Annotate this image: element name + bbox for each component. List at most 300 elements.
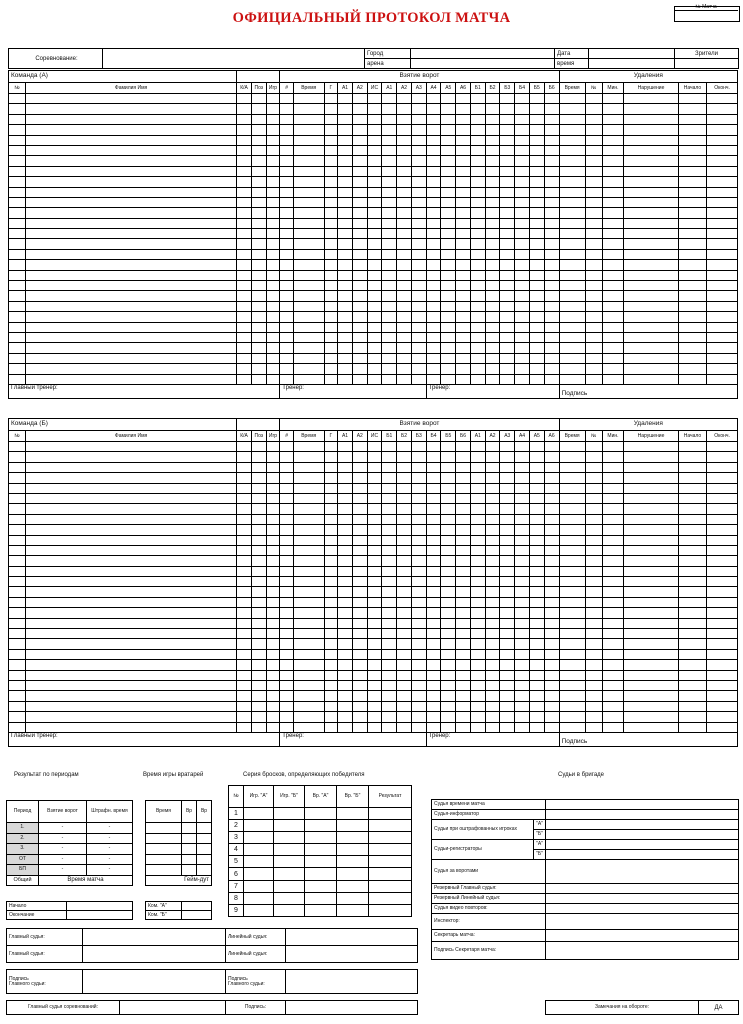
form-cell[interactable] — [544, 577, 559, 587]
form-cell[interactable] — [559, 312, 585, 322]
form-cell[interactable] — [280, 281, 294, 291]
form-cell[interactable] — [367, 270, 382, 280]
form-cell[interactable] — [485, 473, 500, 483]
form-cell[interactable] — [585, 94, 602, 104]
form-cell[interactable] — [9, 493, 26, 503]
form-cell[interactable] — [544, 156, 559, 166]
form-cell[interactable] — [707, 239, 738, 249]
form-cell[interactable] — [237, 135, 252, 145]
form-cell[interactable] — [237, 260, 252, 270]
form-cell[interactable] — [624, 504, 678, 514]
form-cell[interactable] — [585, 208, 602, 218]
form-cell[interactable] — [544, 208, 559, 218]
form-cell[interactable] — [352, 94, 367, 104]
form-cell[interactable] — [529, 556, 544, 566]
form-cell[interactable] — [485, 270, 500, 280]
form-cell[interactable] — [602, 197, 624, 207]
form-cell[interactable] — [426, 680, 441, 690]
form-cell[interactable] — [397, 462, 412, 472]
form-cell[interactable] — [251, 473, 266, 483]
form-cell[interactable] — [470, 187, 485, 197]
form-cell[interactable] — [324, 691, 338, 701]
form-cell[interactable] — [426, 291, 441, 301]
form-cell[interactable] — [441, 208, 456, 218]
form-cell[interactable] — [397, 525, 412, 535]
form-cell[interactable] — [352, 712, 367, 722]
form-cell[interactable] — [707, 218, 738, 228]
form-cell[interactable] — [500, 722, 515, 732]
form-cell[interactable] — [678, 473, 706, 483]
form-cell[interactable] — [367, 535, 382, 545]
form-cell[interactable] — [559, 712, 585, 722]
shootout-cell[interactable] — [274, 856, 305, 868]
form-cell[interactable] — [456, 452, 471, 462]
form-cell[interactable] — [485, 722, 500, 732]
form-cell[interactable] — [559, 197, 585, 207]
form-cell[interactable] — [707, 249, 738, 259]
form-cell[interactable] — [515, 135, 530, 145]
form-cell[interactable] — [585, 374, 602, 384]
form-cell[interactable] — [456, 680, 471, 690]
form-cell[interactable] — [382, 493, 397, 503]
form-cell[interactable] — [559, 473, 585, 483]
form-cell[interactable] — [456, 608, 471, 618]
form-cell[interactable] — [338, 291, 353, 301]
form-cell[interactable] — [26, 566, 237, 576]
form-cell[interactable] — [266, 587, 280, 597]
form-cell[interactable] — [251, 525, 266, 535]
form-cell[interactable] — [251, 156, 266, 166]
form-cell[interactable] — [559, 332, 585, 342]
form-cell[interactable] — [515, 670, 530, 680]
form-cell[interactable] — [585, 239, 602, 249]
form-cell[interactable] — [485, 629, 500, 639]
form-cell[interactable] — [367, 374, 382, 384]
form-cell[interactable] — [9, 114, 26, 124]
form-cell[interactable] — [251, 104, 266, 114]
form-cell[interactable] — [707, 535, 738, 545]
form-cell[interactable] — [367, 577, 382, 587]
form-cell[interactable] — [559, 556, 585, 566]
form-cell[interactable] — [352, 525, 367, 535]
form-cell[interactable] — [397, 322, 412, 332]
form-cell[interactable] — [397, 473, 412, 483]
form-cell[interactable] — [411, 156, 426, 166]
form-cell[interactable] — [338, 670, 353, 680]
form-cell[interactable] — [9, 364, 26, 374]
form-cell[interactable] — [456, 504, 471, 514]
form-cell[interactable] — [280, 649, 294, 659]
form-cell[interactable] — [544, 114, 559, 124]
form-cell[interactable] — [397, 135, 412, 145]
form-cell[interactable] — [559, 281, 585, 291]
form-cell[interactable] — [338, 535, 353, 545]
form-cell[interactable] — [624, 452, 678, 462]
form-cell[interactable] — [324, 145, 338, 155]
form-cell[interactable] — [559, 301, 585, 311]
form-cell[interactable] — [352, 156, 367, 166]
form-cell[interactable] — [251, 618, 266, 628]
form-cell[interactable] — [470, 629, 485, 639]
form-cell[interactable] — [324, 177, 338, 187]
form-cell[interactable] — [624, 701, 678, 711]
form-cell[interactable] — [9, 187, 26, 197]
form-cell[interactable] — [707, 187, 738, 197]
form-cell[interactable] — [529, 587, 544, 597]
form-cell[interactable] — [293, 680, 324, 690]
form-cell[interactable] — [515, 218, 530, 228]
form-cell[interactable] — [456, 712, 471, 722]
form-cell[interactable] — [678, 587, 706, 597]
form-cell[interactable] — [470, 670, 485, 680]
form-cell[interactable] — [707, 629, 738, 639]
referee-name-field[interactable] — [546, 830, 739, 840]
form-cell[interactable] — [411, 260, 426, 270]
form-cell[interactable] — [266, 712, 280, 722]
form-cell[interactable] — [280, 94, 294, 104]
form-cell[interactable] — [585, 504, 602, 514]
form-cell[interactable] — [544, 597, 559, 607]
form-cell[interactable] — [382, 545, 397, 555]
form-cell[interactable] — [426, 545, 441, 555]
form-cell[interactable] — [26, 587, 237, 597]
form-cell[interactable] — [293, 343, 324, 353]
form-cell[interactable] — [559, 442, 585, 452]
form-cell[interactable] — [678, 722, 706, 732]
form-cell[interactable] — [293, 270, 324, 280]
form-cell[interactable] — [456, 156, 471, 166]
form-cell[interactable] — [324, 629, 338, 639]
competition-field[interactable] — [103, 49, 365, 69]
form-cell[interactable] — [529, 566, 544, 576]
form-cell[interactable] — [441, 535, 456, 545]
form-cell[interactable] — [602, 343, 624, 353]
form-cell[interactable] — [707, 722, 738, 732]
form-cell[interactable] — [456, 145, 471, 155]
form-cell[interactable] — [602, 208, 624, 218]
form-cell[interactable] — [441, 577, 456, 587]
form-cell[interactable] — [441, 322, 456, 332]
form-cell[interactable] — [470, 618, 485, 628]
form-cell[interactable] — [324, 156, 338, 166]
form-cell[interactable] — [293, 722, 324, 732]
form-cell[interactable] — [237, 177, 252, 187]
form-cell[interactable] — [352, 691, 367, 701]
form-cell[interactable] — [544, 535, 559, 545]
form-cell[interactable] — [352, 577, 367, 587]
form-cell[interactable] — [411, 462, 426, 472]
form-cell[interactable] — [367, 291, 382, 301]
form-cell[interactable] — [602, 712, 624, 722]
form-cell[interactable] — [515, 712, 530, 722]
form-cell[interactable] — [367, 208, 382, 218]
form-cell[interactable] — [678, 291, 706, 301]
form-cell[interactable] — [324, 187, 338, 197]
form-cell[interactable] — [500, 566, 515, 576]
shootout-cell[interactable] — [244, 832, 274, 844]
form-cell[interactable] — [426, 239, 441, 249]
form-cell[interactable] — [529, 597, 544, 607]
form-cell[interactable] — [26, 556, 237, 566]
form-cell[interactable] — [441, 374, 456, 384]
form-cell[interactable] — [411, 218, 426, 228]
form-cell[interactable] — [485, 712, 500, 722]
form-cell[interactable] — [456, 660, 471, 670]
form-cell[interactable] — [411, 249, 426, 259]
form-cell[interactable] — [559, 218, 585, 228]
form-cell[interactable] — [397, 291, 412, 301]
form-cell[interactable] — [485, 94, 500, 104]
referee-name-field[interactable] — [546, 914, 739, 930]
form-cell[interactable] — [382, 364, 397, 374]
form-cell[interactable] — [529, 608, 544, 618]
form-cell[interactable] — [382, 374, 397, 384]
form-cell[interactable] — [237, 353, 252, 363]
form-cell[interactable] — [529, 281, 544, 291]
form-cell[interactable] — [559, 701, 585, 711]
form-cell[interactable] — [237, 281, 252, 291]
form-cell[interactable] — [544, 374, 559, 384]
form-cell[interactable] — [26, 670, 237, 680]
form-cell[interactable] — [352, 125, 367, 135]
form-cell[interactable] — [382, 577, 397, 587]
referee-name-field[interactable] — [546, 904, 739, 914]
form-cell[interactable] — [280, 483, 294, 493]
form-cell[interactable] — [500, 301, 515, 311]
form-cell[interactable] — [411, 545, 426, 555]
form-cell[interactable] — [397, 618, 412, 628]
form-cell[interactable] — [456, 535, 471, 545]
form-cell[interactable] — [544, 229, 559, 239]
form-cell[interactable] — [456, 322, 471, 332]
form-cell[interactable] — [237, 566, 252, 576]
form-cell[interactable] — [293, 473, 324, 483]
form-cell[interactable] — [456, 239, 471, 249]
form-cell[interactable] — [251, 556, 266, 566]
city-field[interactable] — [411, 49, 555, 59]
form-cell[interactable] — [544, 587, 559, 597]
form-cell[interactable] — [515, 514, 530, 524]
form-cell[interactable] — [352, 566, 367, 576]
form-cell[interactable] — [624, 270, 678, 280]
form-cell[interactable] — [266, 608, 280, 618]
form-cell[interactable] — [26, 166, 237, 176]
form-cell[interactable] — [500, 156, 515, 166]
form-cell[interactable] — [352, 649, 367, 659]
form-cell[interactable] — [9, 535, 26, 545]
form-cell[interactable] — [251, 322, 266, 332]
form-cell[interactable] — [515, 364, 530, 374]
form-cell[interactable] — [293, 229, 324, 239]
form-cell[interactable] — [293, 452, 324, 462]
form-cell[interactable] — [411, 587, 426, 597]
form-cell[interactable] — [441, 649, 456, 659]
goalie-time-cell[interactable] — [146, 854, 182, 865]
form-cell[interactable] — [324, 239, 338, 249]
shootout-cell[interactable] — [369, 880, 412, 892]
form-cell[interactable] — [324, 229, 338, 239]
form-cell[interactable] — [266, 514, 280, 524]
form-cell[interactable] — [470, 260, 485, 270]
form-cell[interactable] — [266, 639, 280, 649]
form-cell[interactable] — [585, 166, 602, 176]
form-cell[interactable] — [678, 187, 706, 197]
form-cell[interactable] — [544, 504, 559, 514]
form-cell[interactable] — [26, 680, 237, 690]
form-cell[interactable] — [26, 239, 237, 249]
form-cell[interactable] — [237, 493, 252, 503]
form-cell[interactable] — [397, 712, 412, 722]
form-cell[interactable] — [485, 260, 500, 270]
form-cell[interactable] — [470, 229, 485, 239]
form-cell[interactable] — [266, 260, 280, 270]
form-cell[interactable] — [382, 442, 397, 452]
form-cell[interactable] — [559, 504, 585, 514]
period-penalty-time[interactable]: - — [87, 823, 133, 834]
form-cell[interactable] — [426, 229, 441, 239]
goalie-cell[interactable] — [182, 854, 197, 865]
shootout-cell[interactable] — [305, 880, 337, 892]
form-cell[interactable] — [585, 187, 602, 197]
form-cell[interactable] — [602, 218, 624, 228]
form-cell[interactable] — [529, 322, 544, 332]
form-cell[interactable] — [585, 629, 602, 639]
form-cell[interactable] — [293, 291, 324, 301]
form-cell[interactable] — [529, 701, 544, 711]
form-cell[interactable] — [411, 525, 426, 535]
form-cell[interactable] — [624, 135, 678, 145]
form-cell[interactable] — [456, 556, 471, 566]
form-cell[interactable] — [585, 249, 602, 259]
form-cell[interactable] — [515, 187, 530, 197]
start-field[interactable] — [67, 902, 133, 911]
form-cell[interactable] — [602, 312, 624, 322]
form-cell[interactable] — [26, 535, 237, 545]
form-cell[interactable] — [559, 239, 585, 249]
form-cell[interactable] — [338, 691, 353, 701]
form-cell[interactable] — [544, 442, 559, 452]
form-cell[interactable] — [426, 493, 441, 503]
form-cell[interactable] — [500, 629, 515, 639]
form-cell[interactable] — [470, 125, 485, 135]
form-cell[interactable] — [485, 701, 500, 711]
form-cell[interactable] — [602, 374, 624, 384]
form-cell[interactable] — [500, 197, 515, 207]
period-penalty-time[interactable]: - — [87, 854, 133, 865]
form-cell[interactable] — [515, 545, 530, 555]
form-cell[interactable] — [397, 514, 412, 524]
form-cell[interactable] — [678, 712, 706, 722]
form-cell[interactable] — [251, 691, 266, 701]
form-cell[interactable] — [500, 125, 515, 135]
form-cell[interactable] — [9, 135, 26, 145]
form-cell[interactable] — [456, 312, 471, 322]
form-cell[interactable] — [470, 135, 485, 145]
form-cell[interactable] — [529, 332, 544, 342]
form-cell[interactable] — [529, 353, 544, 363]
form-cell[interactable] — [352, 343, 367, 353]
form-cell[interactable] — [9, 239, 26, 249]
form-cell[interactable] — [411, 239, 426, 249]
form-cell[interactable] — [280, 608, 294, 618]
form-cell[interactable] — [500, 442, 515, 452]
form-cell[interactable] — [367, 452, 382, 462]
form-cell[interactable] — [470, 577, 485, 587]
form-cell[interactable] — [293, 649, 324, 659]
form-cell[interactable] — [411, 145, 426, 155]
form-cell[interactable] — [426, 701, 441, 711]
form-cell[interactable] — [515, 701, 530, 711]
shootout-cell[interactable] — [274, 868, 305, 880]
form-cell[interactable] — [367, 566, 382, 576]
form-cell[interactable] — [352, 504, 367, 514]
form-cell[interactable] — [251, 608, 266, 618]
form-cell[interactable] — [324, 322, 338, 332]
form-cell[interactable] — [324, 462, 338, 472]
form-cell[interactable] — [26, 649, 237, 659]
form-cell[interactable] — [678, 556, 706, 566]
form-cell[interactable] — [456, 473, 471, 483]
form-cell[interactable] — [707, 114, 738, 124]
form-cell[interactable] — [266, 229, 280, 239]
form-cell[interactable] — [585, 301, 602, 311]
form-cell[interactable] — [280, 364, 294, 374]
form-cell[interactable] — [529, 291, 544, 301]
form-cell[interactable] — [237, 618, 252, 628]
form-cell[interactable] — [352, 332, 367, 342]
form-cell[interactable] — [397, 353, 412, 363]
goalie-cell[interactable] — [197, 854, 212, 865]
form-cell[interactable] — [707, 364, 738, 374]
form-cell[interactable] — [411, 353, 426, 363]
form-cell[interactable] — [293, 135, 324, 145]
form-cell[interactable] — [456, 483, 471, 493]
form-cell[interactable] — [624, 239, 678, 249]
form-cell[interactable] — [456, 135, 471, 145]
form-cell[interactable] — [441, 597, 456, 607]
form-cell[interactable] — [280, 145, 294, 155]
form-cell[interactable] — [585, 712, 602, 722]
form-cell[interactable] — [456, 545, 471, 555]
form-cell[interactable] — [367, 670, 382, 680]
form-cell[interactable] — [266, 114, 280, 124]
form-cell[interactable] — [9, 312, 26, 322]
form-cell[interactable] — [485, 556, 500, 566]
form-cell[interactable] — [707, 680, 738, 690]
shootout-cell[interactable] — [337, 808, 369, 820]
form-cell[interactable] — [397, 197, 412, 207]
form-cell[interactable] — [426, 197, 441, 207]
form-cell[interactable] — [426, 722, 441, 732]
form-cell[interactable] — [237, 535, 252, 545]
form-cell[interactable] — [624, 312, 678, 322]
form-cell[interactable] — [9, 322, 26, 332]
form-cell[interactable] — [26, 514, 237, 524]
form-cell[interactable] — [237, 525, 252, 535]
form-cell[interactable] — [707, 608, 738, 618]
form-cell[interactable] — [529, 260, 544, 270]
form-cell[interactable] — [602, 577, 624, 587]
form-cell[interactable] — [515, 374, 530, 384]
form-cell[interactable] — [397, 332, 412, 342]
form-cell[interactable] — [544, 545, 559, 555]
form-cell[interactable] — [559, 493, 585, 503]
form-cell[interactable] — [237, 587, 252, 597]
form-cell[interactable] — [559, 291, 585, 301]
form-cell[interactable] — [397, 208, 412, 218]
form-cell[interactable] — [441, 343, 456, 353]
form-cell[interactable] — [251, 649, 266, 659]
